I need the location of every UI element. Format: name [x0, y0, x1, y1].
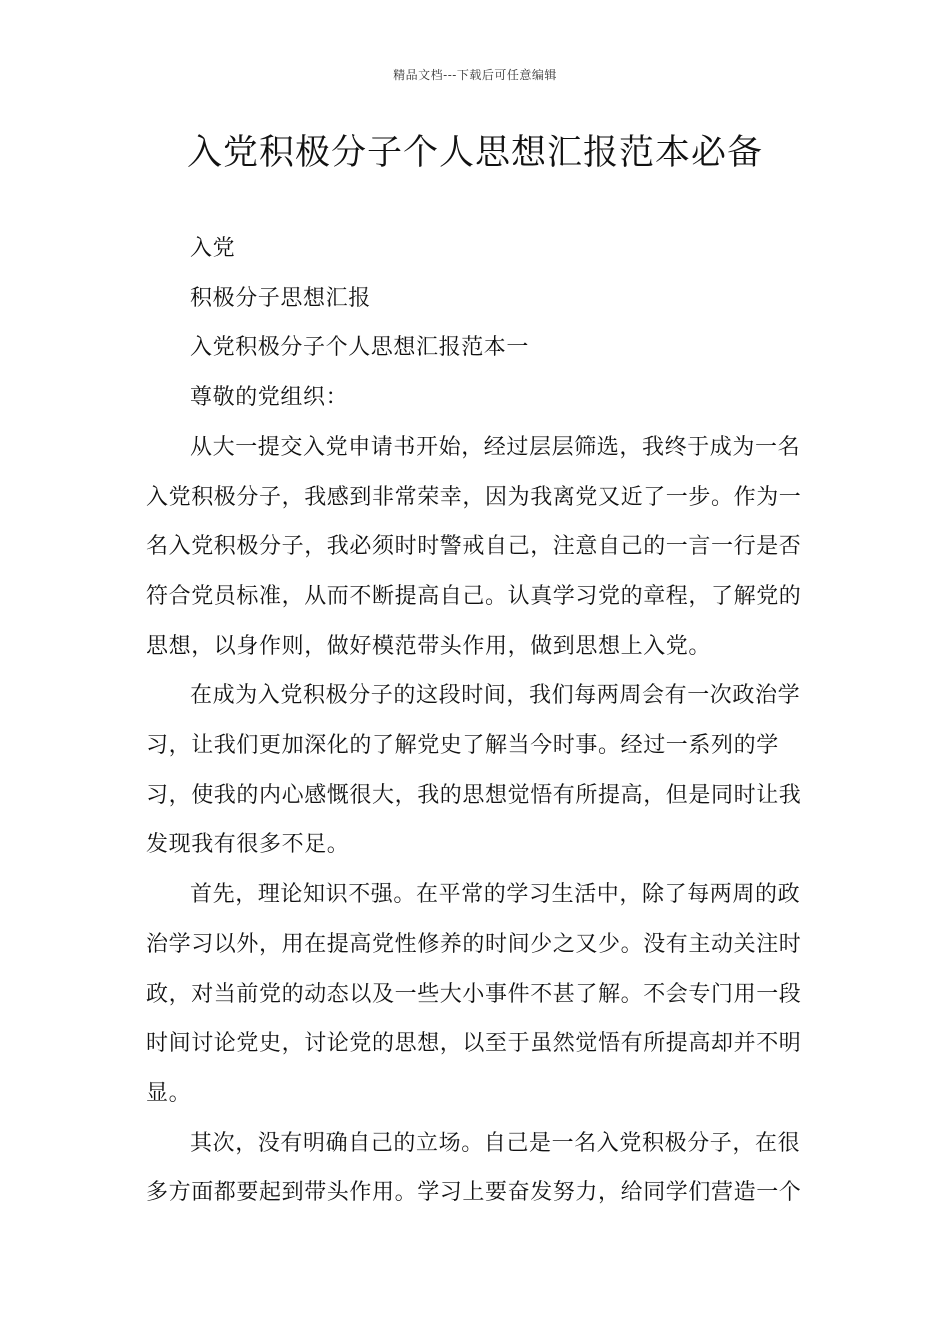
paragraph-6: 在成为入党积极分子的这段时间，我们每两周会有一次政治学习，让我们更加深化的了解党史了解当今时事。经过一系列的学习，使我的内心感慨很大，我的思想觉悟有所提高，但是同时让我发现我有很多不足。 — [146, 683, 802, 858]
header-note: 精品文档---下载后可任意编辑 — [393, 68, 557, 82]
paragraph-5: 从大一提交入党申请书开始，经过层层筛选，我终于成为一名入党积极分子，我感到非常荣幸，因为我离党又近了一步。作为一名入党积极分子，我必须时时警戒自己，注意自己的一言一行是否符合党员标准，从而不断提高自己。认真学习党的章程，了解党的思想，以身作则，做好模范带头作用，做到思想上入党。 — [146, 434, 802, 659]
paragraph-7: 首先，理论知识不强。在平常的学习生活中，除了每两周的政治学习以外，用在提高党性修养的时间少之又少。没有主动关注时政，对当前党的动态以及一些大小事件不甚了解。不会专门用一段时间讨论党史，讨论党的思想，以至于虽然觉悟有所提高却并不明显。 — [146, 882, 802, 1106]
document-body — [146, 224, 810, 1218]
document-title: 入党积极分子个人思想汇报范本必备 — [186, 133, 763, 173]
paragraph-3: 入党积极分子个人思想汇报范本一 — [190, 335, 530, 361]
paragraph-8: 其次，没有明确自己的立场。自己是一名入党积极分子，在很多方面都要起到带头作用。学习上要奋发努力，给同学们营造一个 — [146, 1130, 802, 1206]
paragraph-2: 积极分子思想汇报 — [190, 285, 371, 311]
paragraph-1: 入党 — [190, 236, 236, 261]
salutation: 尊敬的党组织： — [190, 385, 349, 411]
